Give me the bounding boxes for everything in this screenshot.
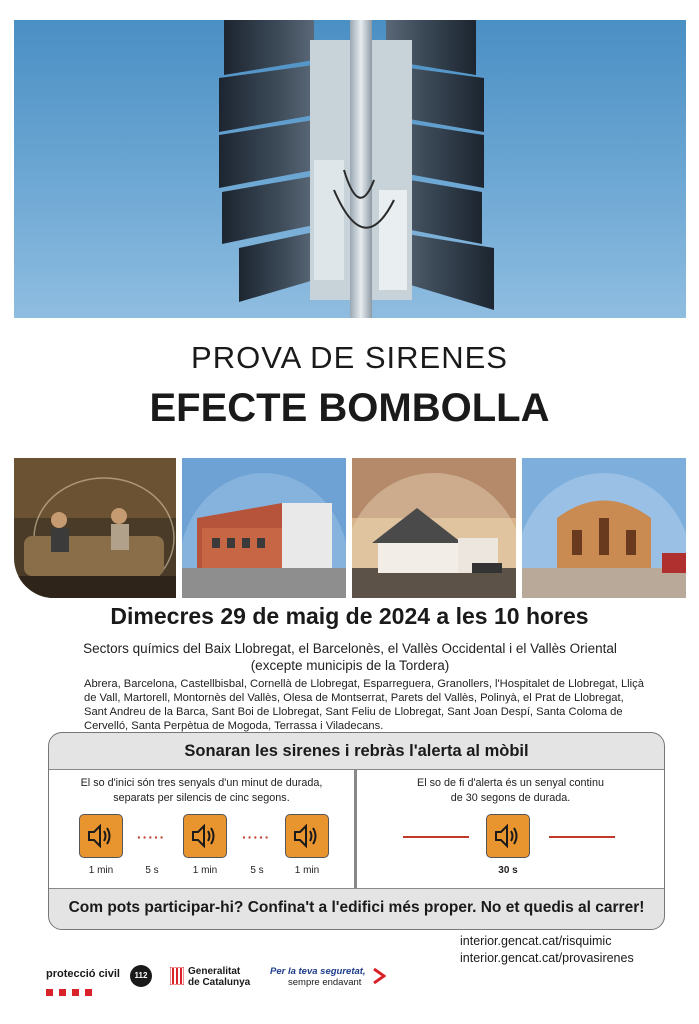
duration-label: 5 s xyxy=(250,865,264,876)
speaker-icon xyxy=(486,814,530,858)
duration-label: 1 min xyxy=(88,865,114,876)
proteccio-civil-squares xyxy=(46,983,98,1001)
link-risquimic[interactable]: interior.gencat.cat/risquimic xyxy=(460,934,612,948)
silence-dots: ····· xyxy=(242,829,271,845)
duration-label: 1 min xyxy=(192,865,218,876)
event-date: Dimecres 29 de maig de 2024 a les 10 hores xyxy=(110,603,589,629)
participation-instructions: Com pots participar-hi? Confina't a l'edifici més proper. No et quedis al carrer! xyxy=(68,899,645,916)
duration-label: 30 s xyxy=(498,865,518,876)
poster-title-line2: EFECTE BOMBOLLA xyxy=(149,386,550,430)
speaker-icon xyxy=(183,814,227,858)
signal-info-box xyxy=(48,732,665,930)
silence-dots: ····· xyxy=(137,829,166,845)
end-signal-panel xyxy=(357,769,664,889)
affected-municipalities: Abrera, Barcelona, Castellbisbal, Cornellà de Llobregat, Esparreguera, Granollers, l'Hospitalet de Llobregat, Lliçà de Vall, Martorell, Montornès del Vallès, Olesa de Montserrat, Parets del Vallès, Polinyà, el Prat de Llobregat, Sant Andreu de la Barca, Sant Boi de Llobregat, Sant Feliu de Llobregat, Sant Joan Despí, Santa Coloma de Cervelló, Santa Perpètua de Mogoda, Terrassa i Viladecans. xyxy=(84,678,644,732)
house-photo xyxy=(352,458,516,598)
slogan: Per la teva seguretat, sempre endavant xyxy=(270,966,366,988)
siren-hero-image xyxy=(14,20,686,318)
continuous-line xyxy=(403,836,469,838)
emergency-112-logo: 112 xyxy=(130,965,152,987)
affected-sectors: Sectors químics del Baix Llobregat, el Barcelonès, el Vallès Occidental i el Vallès Oriental (excepte municipis de la Tordera) xyxy=(83,641,617,673)
duration-label: 5 s xyxy=(145,865,159,876)
market-building-photo xyxy=(522,458,686,598)
gencat-flag-icon xyxy=(170,967,184,985)
duration-label: 1 min xyxy=(294,865,320,876)
end-signal-description: El so de fi d'alerta és un senyal continu de 30 segons de durada. xyxy=(417,777,604,804)
bubble-photo-strip xyxy=(14,458,686,598)
start-signal-description: El so d'inici són tres senyals d'un minut de durada, separats per silencis de cinc segons. xyxy=(80,777,323,804)
speaker-icon xyxy=(285,814,329,858)
start-signal-panel xyxy=(49,769,354,889)
continuous-line xyxy=(549,836,615,838)
gencat-logo-text: Generalitat de Catalunya xyxy=(188,966,251,988)
living-room-photo xyxy=(14,458,176,598)
proteccio-civil-logo: protecció civil xyxy=(46,968,120,980)
link-provasirenes[interactable]: interior.gencat.cat/provasirenes xyxy=(460,951,634,965)
arrow-icon xyxy=(372,968,386,984)
signal-heading: Sonaran les sirenes i rebràs l'alerta al mòbil xyxy=(184,742,529,760)
poster-title-line1: PROVA DE SIRENES xyxy=(191,340,508,375)
speaker-icon xyxy=(79,814,123,858)
school-building-photo xyxy=(182,458,346,598)
